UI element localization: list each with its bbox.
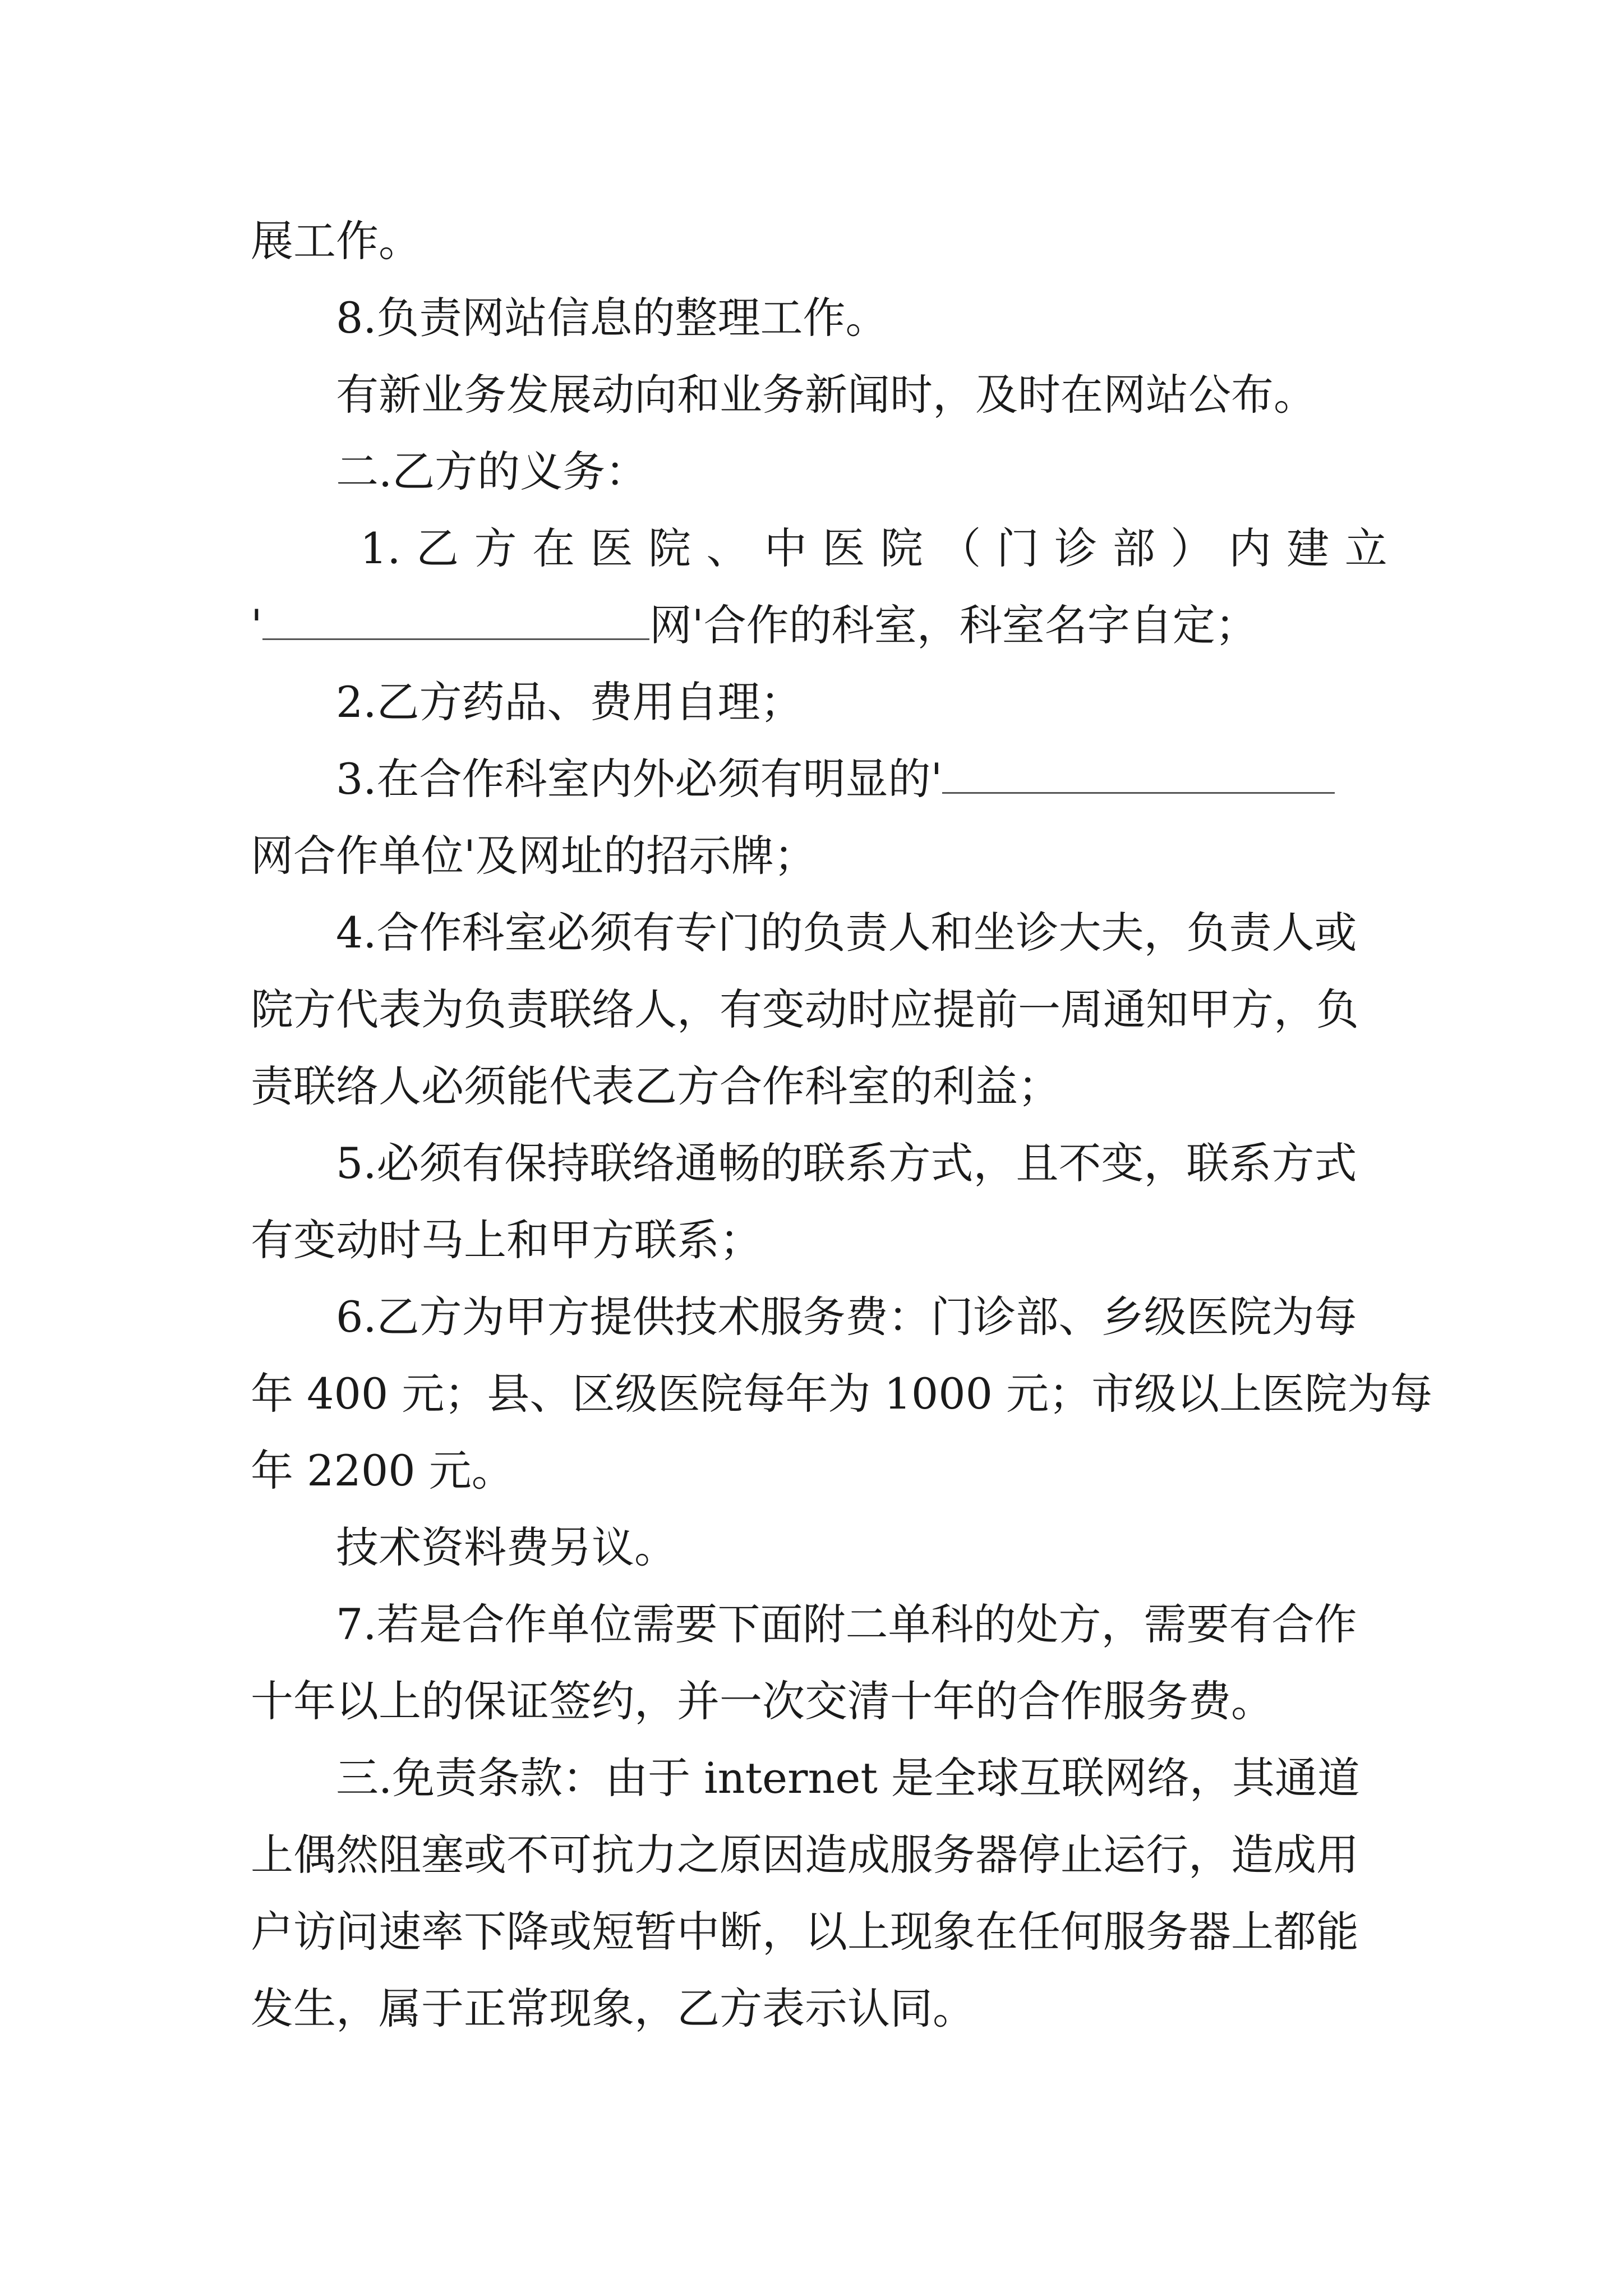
text-char: （ (938, 523, 981, 573)
text-line: 网合作单位'及网址的招示牌； (251, 831, 817, 881)
section-heading-party-b-obligations: 二.乙方的义务： (336, 447, 648, 496)
text-char: 、 (706, 523, 749, 573)
clause-item-7: 7.若是合作单位需要下面附二单科的处方，需要有合作 (336, 1599, 1357, 1649)
text-char: 方 (474, 523, 517, 573)
clause-item-4: 4.合作科室必须有专门的负责人和坐诊大夫，负责人或 (336, 908, 1357, 958)
text-line: 展工作。 (251, 216, 421, 266)
text-char: 立 (1344, 523, 1387, 573)
text-line: 有变动时马上和甲方联系； (251, 1215, 762, 1265)
section-heading-disclaimer: 三.免责条款：由于 internet 是全球互联网络，其通道 (336, 1753, 1361, 1803)
text-char: 院 (880, 523, 923, 573)
text-line: 十年以上的保证签约，并一次交清十年的合作服务费。 (251, 1676, 1274, 1726)
text-line: 技术资料费另议。 (336, 1522, 677, 1572)
text-line: 有新业务发展动向和业务新闻时，及时在网站公布。 (336, 370, 1316, 420)
text-line (251, 589, 1258, 662)
text-line: 年 2200 元。 (251, 1446, 514, 1496)
text-char: 门 (996, 523, 1039, 573)
clause-item-1-line (360, 512, 1387, 585)
text-char: 内 (1228, 523, 1271, 573)
fill-in-blank (262, 599, 649, 640)
text-char: 医 (590, 523, 633, 573)
clause-item-3 (336, 743, 1335, 816)
text-line: 年 400 元；县、区级医院每年为 1000 元；市级以上医院为每 (251, 1369, 1433, 1419)
text-line: 院方代表为负责联络人，有变动时应提前一周通知甲方，负 (251, 984, 1359, 1034)
text-char: 中 (764, 523, 807, 573)
text-span: 网'合作的科室，科室名字自定； (649, 600, 1258, 650)
text-char: ） (1170, 523, 1214, 573)
clause-item-6: 6.乙方为甲方提供技术服务费：门诊部、乡级医院为每 (336, 1292, 1357, 1342)
text-span: 3.在合作科室内外必须有明显的' (336, 754, 943, 804)
text-line: 发生，属于正常现象，乙方表示认同。 (251, 1984, 975, 2033)
text-char: 乙 (416, 523, 459, 573)
text-char: 部 (1112, 523, 1155, 573)
text-char: 院 (648, 523, 691, 573)
fill-in-blank (942, 753, 1335, 794)
clause-item-5: 5.必须有保持联络通畅的联系方式，且不变，联系方式 (336, 1138, 1357, 1188)
text-char: 在 (532, 523, 575, 573)
text-char: 诊 (1054, 523, 1098, 573)
text-line: 责联络人必须能代表乙方合作科室的利益； (251, 1061, 1061, 1111)
text-line: 户访问速率下降或短暂中断，以上现象在任何服务器上都能 (251, 1907, 1359, 1957)
text-line: 上偶然阻塞或不可抗力之原因造成服务器停止运行，造成用 (251, 1830, 1359, 1880)
text-char: 建 (1287, 523, 1330, 573)
clause-item-8: 8.负责网站信息的整理工作。 (336, 293, 888, 343)
text-char: 医 (822, 523, 865, 573)
quote-mark: ' (251, 600, 262, 650)
text-char: 1. (360, 523, 401, 573)
clause-item-2: 2.乙方药品、费用自理； (336, 677, 803, 727)
